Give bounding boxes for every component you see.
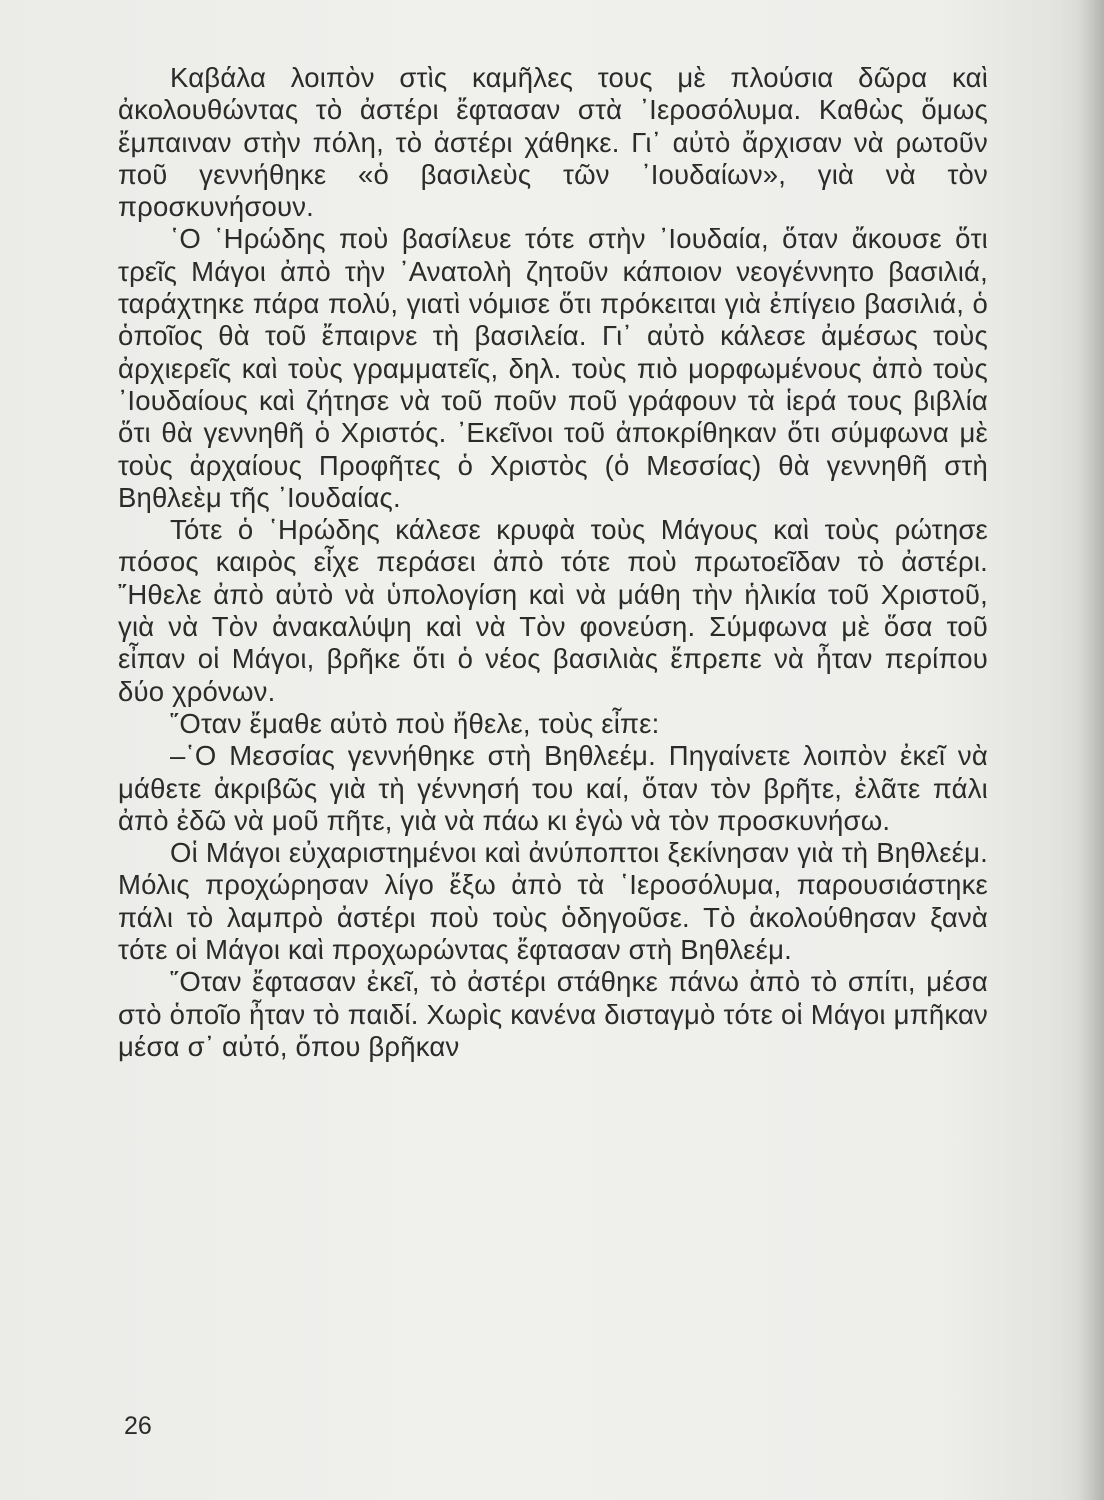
paragraph-herod-says: ῞Οταν ἔμαθε αὐτὸ ποὺ ἤθελε, τοὺς εἶπε: — [170, 707, 660, 739]
page-number: 26 — [124, 1412, 152, 1440]
paragraph-arrival-jerusalem: Καβάλα λοιπὸν στὶς καμῆλες τους μὲ πλούσια δῶρα καὶ ἀκολουθώντας τὸ ἀστέρι ἔφτασαν στὰ ᾿Ιεροσόλυμα. Καθὼς ὅμως ἔμπαιναν στὴν πόλη, τὸ ἀστέρι χάθηκε. Γι᾿ αὐτὸ ἄρχισαν νὰ ρωτοῦν ποῦ γεννήθηκε «ὁ βασιλεὺς τῶν ᾿Ιουδαίων», γιὰ νὰ τὸν προσκυνήσουν. — [118, 62, 988, 223]
paragraph-star-stops: ῞Οταν ἔφτασαν ἐκεῖ, τὸ ἀστέρι στάθηκε πάνω ἀπὸ τὸ σπίτι, μέσα στὸ ὁποῖο ἦταν τὸ παιδί. Χωρὶς κανένα δισταγμὸ τότε οἱ Μάγοι μπῆκαν μέσα σ᾿ αὐτό, ὅπου βρῆκαν — [118, 966, 988, 1062]
paragraph-herod-troubled: ῾Ο ῾Ηρώδης ποὺ βασίλευε τότε στὴν ᾿Ιουδαία, ὅταν ἄκουσε ὅτι τρεῖς Μάγοι ἀπὸ τὴν ᾿Ανατολὴ ζητοῦν κάποιον νεογέννητο βασιλιά, ταράχτηκε πάρα πολύ, γιατὶ νόμισε ὅτι πρόκειται γιὰ ἐπίγειο βασιλιά, ὁ ὁποῖος θὰ τοῦ ἔπαιρνε τὴ βασιλεία. Γι᾿ αὐτὸ κάλεσε ἀμέσως τοὺς ἀρχιερεῖς καὶ τοὺς γραμματεῖς, δηλ. τοὺς πιὸ μορφωμένους ἀπὸ τοὺς ᾿Ιουδαίους καὶ ζήτησε νὰ τοῦ ποῦν ποῦ γράφουν τὰ ἱερά τους βιβλία ὅτι θὰ γεννηθῆ ὁ Χριστός. ᾿Εκεῖνοι τοῦ ἀποκρίθηκαν ὅτι σύμφωνα μὲ τοὺς ἀρχαίους Προφῆτες ὁ Χριστὸς (ὁ Μεσσίας) θὰ γεννηθῆ στὴ Βηθλεὲμ τῆς ᾿Ιουδαίας. — [118, 223, 988, 513]
page-spine-shadow — [1078, 0, 1104, 1500]
paragraph-herod-summons-magi: Τότε ὁ ῾Ηρώδης κάλεσε κρυφὰ τοὺς Μάγους καὶ τοὺς ρώτησε πόσος καιρὸς εἶχε περάσει ἀπὸ τότε ποὺ πρωτοεῖδαν τὸ ἀστέρι. ῎Ηθελε ἀπὸ αὐτὸ νὰ ὑπολογίση καὶ νὰ μάθη τὴν ἡλικία τοῦ Χριστοῦ, γιὰ νὰ Τὸν ἀνακαλύψη καὶ νὰ Τὸν φονεύση. Σύμφωνα μὲ ὅσα τοῦ εἶπαν οἱ Μάγοι, βρῆκε ὅτι ὁ νέος βασιλιὰς ἔπρεπε νὰ ἦταν περίπου δύο χρόνων. — [118, 514, 988, 707]
paragraph-magi-depart: Οἱ Μάγοι εὐχαριστημένοι καὶ ἀνύποπτοι ξεκίνησαν γιὰ τὴ Βηθλεέμ. Μόλις προχώρησαν λίγο ἔξω ἀπὸ τὰ ῾Ιεροσόλυμα, παρουσιάστηκε πάλι τὸ λαμπρὸ ἀστέρι ποὺ τοὺς ὁδηγοῦσε. Τὸ ἀκολούθησαν ξανὰ τότε οἱ Μάγοι καὶ προχωρώντας ἔφτασαν στὴ Βηθλεέμ. — [118, 837, 988, 966]
paragraph-herod-speech: –῾Ο Μεσσίας γεννήθηκε στὴ Βηθλεέμ. Πηγαίνετε λοιπὸν ἐκεῖ νὰ μάθετε ἀκριβῶς γιὰ τὴ γέννησή του καί, ὅταν τὸν βρῆτε, ἐλᾶτε πάλι ἀπὸ ἐδῶ νὰ μοῦ πῆτε, γιὰ νὰ πάω κι ἐγὼ νὰ τὸν προσκυνήσω. — [118, 740, 988, 836]
body-text — [118, 62, 988, 1063]
